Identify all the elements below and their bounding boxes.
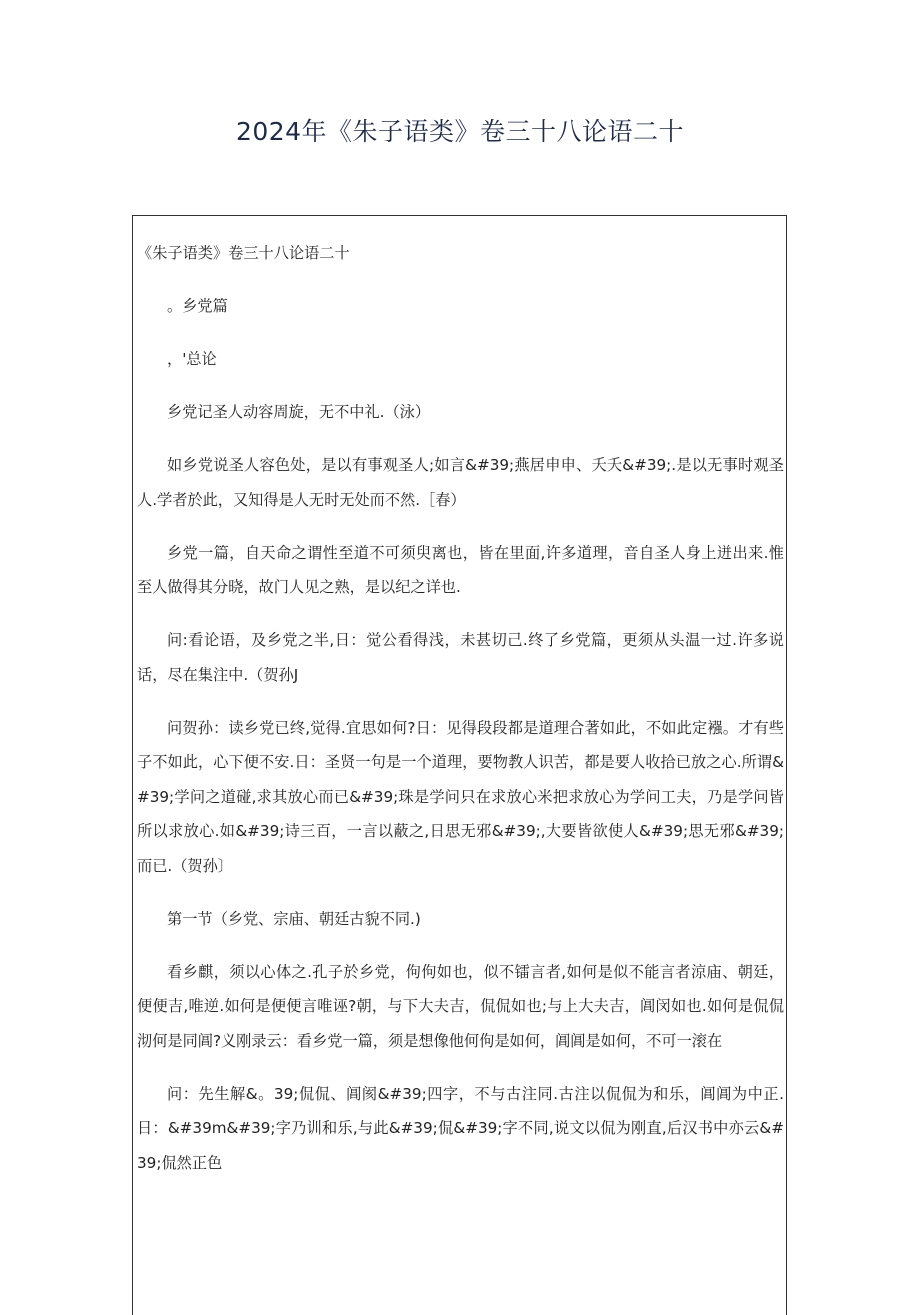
paragraph: 如乡党说圣人容色处，是以有事观圣人;如言&#39;燕居申申、夭夭&#39;.是以无事时观圣人.学者於此，又知得是人无时无处而不然.［春） xyxy=(137,456,784,509)
section-heading: 第一节（乡党、宗庙、朝廷古貌不同.) xyxy=(167,909,421,928)
paragraph: 乡党记圣人动容周旋，无不中礼.（泳） xyxy=(167,403,431,421)
paragraph: 问贺孙：读乡党已终,觉得.宜思如何?日：见得段段都是道理合著如此，不如此定襁。才有些子不如此，心下便不安.日：圣贤一句是一个道理，要物教人识苦，都是要人收拾已放之心.所谓&#39;学问之道碰,求其放心而已&#39;珠是学问只在求放心米把求放心为学问工夫，乃是学问皆所以求放心.如&#39;诗三百，一言以蔽之,日思无邪&#39;,大要皆欲使人&#39;思无邪&#39;而已.（贺孙〕 xyxy=(137,718,784,875)
chapter-heading: 。乡党篇 xyxy=(167,297,228,315)
paragraph: 乡党一篇，自天命之谓性至道不可须臾离也，皆在里面,许多道理，音自圣人身上迸出来.惟至人做得其分晓，故门人见之熟，是以纪之详也. xyxy=(137,543,784,596)
page-title: 2024年《朱子语类》卷三十八论语二十 xyxy=(235,117,685,146)
section-heading: 《朱子语类》卷三十八论语二十 xyxy=(137,244,350,262)
paragraph: 问:看论语，及乡党之半,日：觉公看得浅，未甚切己.终了乡党篇，更须从头温一过.许多说话，尽在集注中.（贺孙J xyxy=(137,631,784,684)
paragraph: 看乡麒，须以心体之.孔子於乡党，佝佝如也，似不镭言者,如何是似不能言者涼庙、朝廷，便便吉,唯逆.如何是便便言唯诬?朝，与下大夫吉，侃侃如也;与上大夫吉，阊闵如也.如何是侃侃沏何是同阊?义刚录云：看乡党一篇，须是想像他何佝是如何，阊阊是如何，不可一滚在 xyxy=(137,962,784,1050)
paragraph: 问：先生解&。39;侃侃、阊阂&#39;四字，不与古注同.古注以侃侃为和乐，阊阊为中正.日：&#39m&#39;字乃训和乐,与此&#39;侃&#39;字不同,说文以侃为刚直,后汉书中亦云&#39;侃然正色 xyxy=(137,1084,784,1172)
content-body xyxy=(137,236,784,1199)
subsection-heading: ，'总论 xyxy=(167,350,217,368)
content-frame xyxy=(132,215,787,1315)
